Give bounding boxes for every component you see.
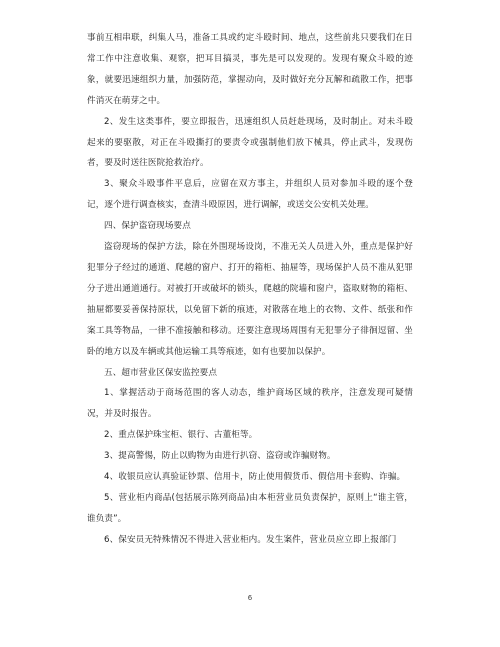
paragraph-3: 3、聚众斗殴事件平息后，应留在双方事主，并组织人员对参加斗殴的逐个登记，逐个进行调查核实，查清斗殴原因，进行调解，或送交公安机关处理。 bbox=[87, 179, 413, 211]
section-heading-4: 四、保护盗窃现场要点 bbox=[104, 221, 191, 232]
paragraph-theft-scene: 盗窃现场的保护方法，除在外围现场设岗，不准无关人员进入外，重点是保护好犯罪分子经过的通道、爬越的窗户、打开的箱柜、抽屉等，现场保护人员不准从犯罪分子进出通道通行。对被打开或破坏的锁头，爬越的院墙和窗户，盗取财物的箱柜、抽屉都要妥善保持原状，以免留下新的痕迹，对散落在地上的衣物、文件、纸张和作案工具等物品，一律不准接触和移动。还要注意现场周围有无犯罪分子徘徊逗留、坐卧的地方以及车辆或其他运输工具等痕迹，如有也要加以保护。 bbox=[87, 242, 413, 357]
paragraph-item-3: 3、提高警惕，防止以购物为由进行扒窃、盗窃或诈骗财物。 bbox=[104, 451, 336, 462]
paragraph-item-6: 6、保安员无特殊情况不得进入营业柜内。发生案件，营业员应立即上报部门 bbox=[104, 534, 397, 545]
paragraph-item-4: 4、收银员应认真验证钞票、信用卡，防止使用假货币、假信用卡套购、诈骗。 bbox=[104, 472, 406, 483]
paragraph-continuation: 事前互相串联，纠集人马，准备工具或约定斗殴时间、地点，这些前兆只要我们在日常工作中注意收集、观察，把耳目搞灵，事先是可以发现的。发现有聚众斗殴的迹象，就要迅速组织力量，加强防范，掌握动向，及时做好充分瓦解和疏散工作，把事件消灭在萌芽之中。 bbox=[87, 33, 413, 106]
paragraph-item-2: 2、重点保护珠宝柜、银行、古董柜等。 bbox=[104, 430, 258, 441]
paragraph-item-1: 1、掌握活动于商场范围的客人动态，维护商场区域的秩序，注意发现可疑情况，并及时报告。 bbox=[87, 388, 413, 420]
section-heading-5: 五、超市营业区保安监控要点 bbox=[104, 367, 218, 378]
paragraph-item-5: 5、营业柜内商品(包括展示陈列商品)由本柜营业员负责保护，原则上“谁主管，谁负责”。 bbox=[87, 492, 413, 524]
paragraph-2: 2、发生这类事件，要立即报告，迅速组织人员赶赴现场，及时制止。对未斗殴起来的要驱散，对正在斗殴撕打的要责令或强制他们放下械具，停止武斗，发现伤者，要及时送往医院抢救治疗。 bbox=[87, 116, 413, 169]
document-body bbox=[87, 28, 413, 551]
page-number: 6 bbox=[247, 594, 253, 602]
